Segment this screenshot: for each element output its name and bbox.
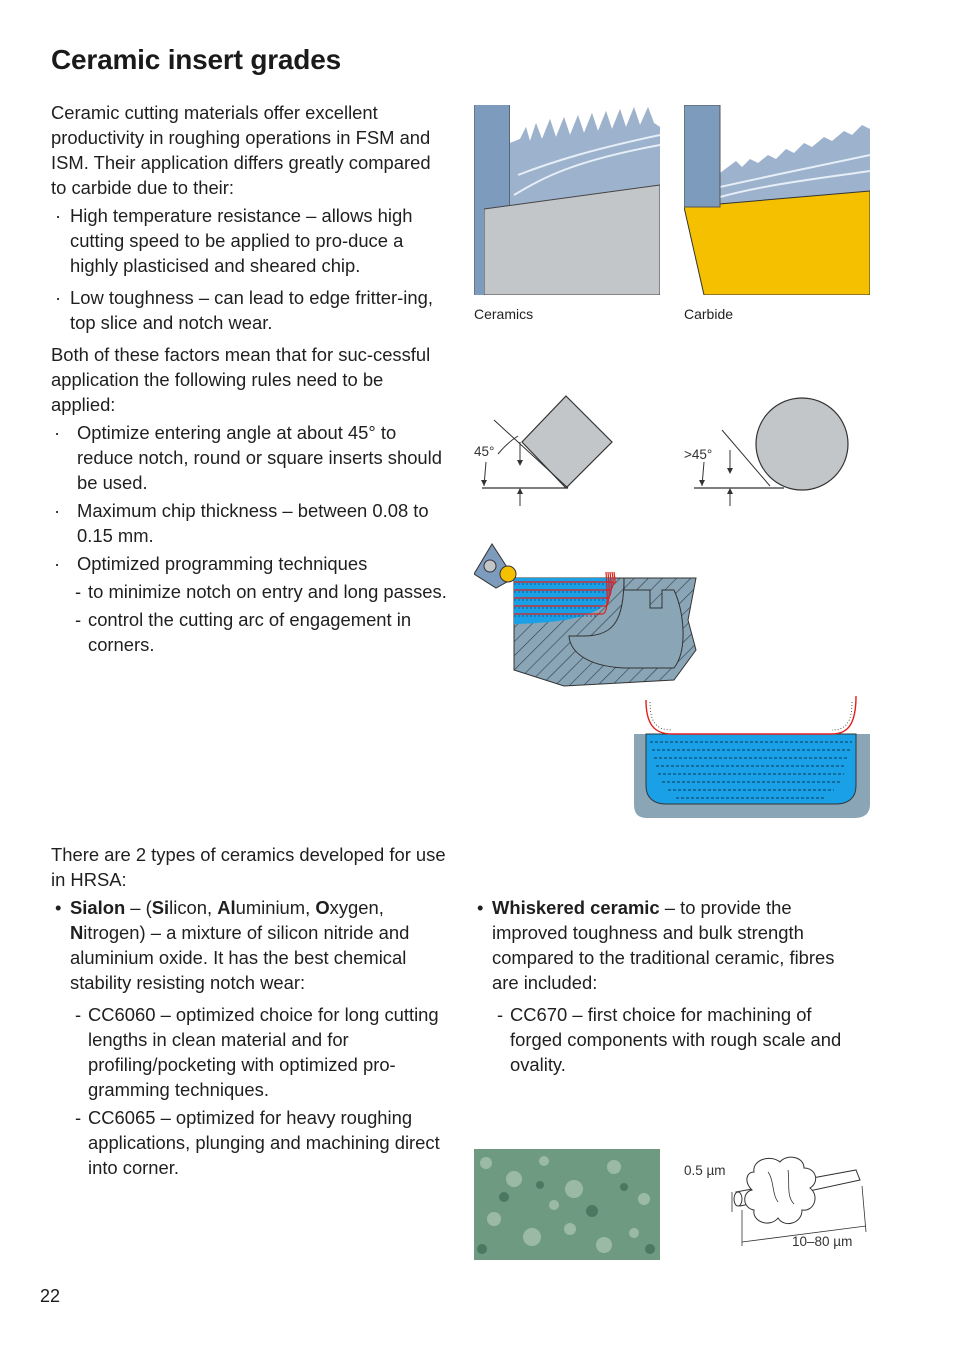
sialon-name: Sialon [70,897,126,918]
rules-bullet: · Optimize entering angle at about 45° to reduce notch, round or square inserts should be used. [54,422,442,493]
rules-sub-item: - control the cutting arc of engagement in corners. [75,609,412,655]
rules-bullet: · Maximum chip thickness – between 0.08 to 0.15 mm. [54,500,429,546]
ceramics-caption: Ceramics [474,306,534,322]
bullet-dot: · [54,553,61,574]
bullet-dot: · [54,422,61,443]
whisker-thickness-label: 0.5 µm [684,1163,726,1178]
bullet-dot: · [54,500,61,521]
angle-greater-45-label: >45° [684,447,713,462]
rules-sub-item: - to minimize notch on entry and long passes. [75,581,447,602]
types-section [51,842,451,1180]
dash-marker: - [75,1107,82,1128]
intro-paragraph: Ceramic cutting materials offer excellent productivity in roughing operations in FSM and ISM. Their application differs greatly compared to carbide due to their: [51,102,431,198]
whisker-length-label: 10–80 µm [792,1234,853,1249]
square-insert-diagram [474,390,644,510]
sialon-grade: - CC6060 – optimized choice for long cutting lengths in clean material and for profiling/pocketing with optimized pro-gramming techniques. [75,1004,439,1100]
bullet-dot: • [477,897,484,918]
dash-marker: - [75,1004,82,1025]
dash-marker: - [75,609,82,630]
bullet-dot: · [55,287,62,308]
intro-bullet: · Low toughness – can lead to edge fritter-ing, top slice and notch wear. [55,287,433,333]
sialon-grade: - CC6065 – optimized for heavy roughing applications, plunging and machining direct into corner. [75,1107,440,1178]
intro-bullet: · High temperature resistance – allows high cutting speed to be applied to pro-duce a highly plasticised and sheared chip. [55,205,413,276]
bullet-dot: • [55,897,62,918]
page-number: 22 [40,1286,61,1306]
intro-section [51,100,451,657]
ceramic-micrograph [474,1149,660,1260]
ceramics-chip-figure [474,105,660,295]
whiskered-bullet: • Whiskered ceramic – to provide the improved toughness and bulk strength compared to the traditional ceramic, fibres are included: [477,897,835,993]
whiskered-section [473,895,853,1077]
carbide-chip-figure [684,105,870,295]
whiskered-name: Whiskered ceramic [492,897,660,918]
dash-marker: - [497,1004,504,1025]
sialon-bullet: • Sialon – (Silicon, Aluminium, Oxygen, Nitrogen) – a mixture of silicon nitride and aluminium oxide. It has the best chemical stability resisting notch wear: [55,897,410,993]
rules-bullet: · Optimized programming techniques [54,553,368,574]
rules-paragraph: Both of these factors mean that for suc-cessful application the following rules need to be applied: [51,344,431,415]
angle-45-label: 45° [474,444,495,459]
page-title: Ceramic insert grades [51,44,341,75]
pocket-machining-diagram [474,540,700,690]
carbide-caption: Carbide [684,306,734,322]
whiskered-grade: - CC670 – first choice for machining of forged components with rough scale and ovality. [497,1004,842,1075]
bullet-dot: · [55,205,62,226]
corner-passes-diagram [632,694,872,820]
dash-marker: - [75,581,82,602]
types-paragraph: There are 2 types of ceramics developed for use in HRSA: [51,844,446,890]
